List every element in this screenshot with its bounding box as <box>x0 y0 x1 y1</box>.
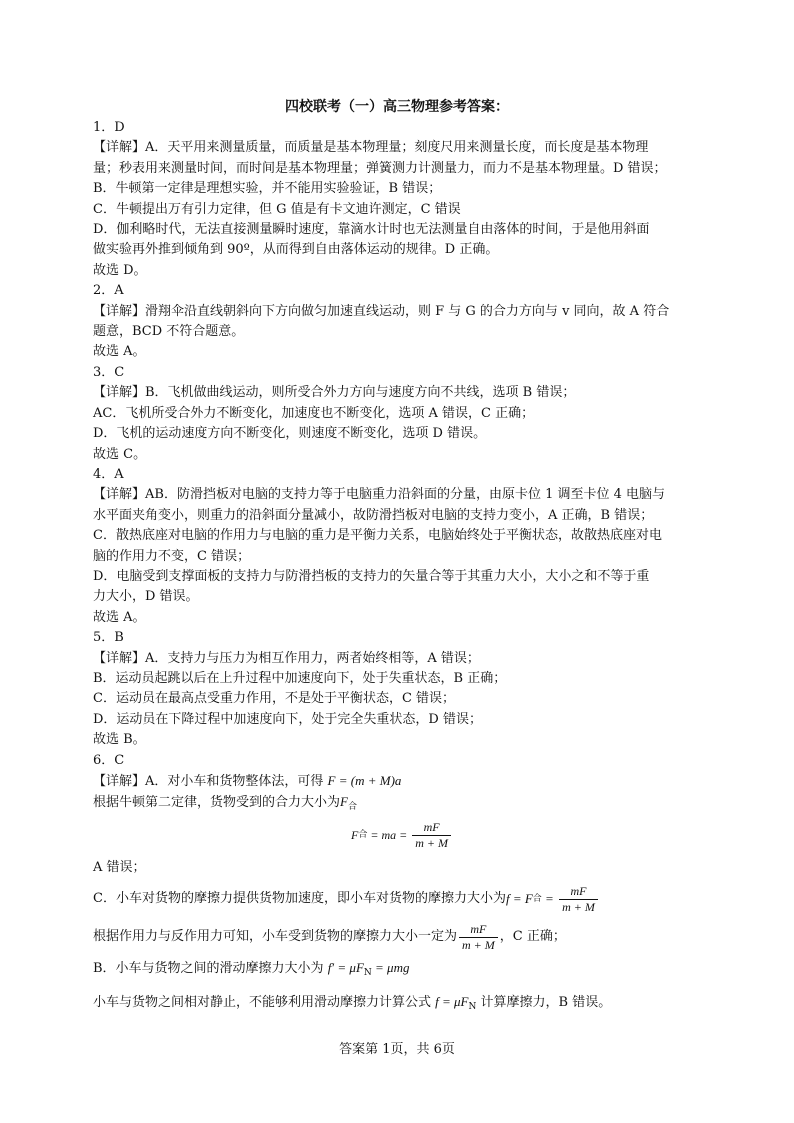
formula-subscript: 合 <box>358 830 368 841</box>
page-title: 四校联考（一）高三物理参考答案： <box>285 99 509 115</box>
q1-line: 【详解】A．天平用来测量质量，而质量是基本物理量；刻度尺用来测量长度，而长度是基本物理 <box>93 140 649 156</box>
q6-text: B．小车与货物之间的滑动摩擦力大小为 <box>93 961 328 977</box>
q1-line: C．牛顿提出万有引力定律，但 G 值是有卡文迪许测定，C 错误 <box>93 201 461 217</box>
q6-subscript: N <box>363 968 372 979</box>
fraction-numerator: mF <box>423 819 440 834</box>
q6-line <box>93 992 699 1017</box>
q6-line <box>93 920 699 954</box>
q1-line: 故选 D。 <box>93 262 147 278</box>
q6-answer: 6．C <box>93 752 125 768</box>
page-footer: 答案第 1页，共 6页 <box>339 1042 455 1057</box>
q2-line: 题意，BCD 不符合题意。 <box>93 324 245 340</box>
fraction-numerator: mF <box>470 921 487 936</box>
fraction-denominator: m + M <box>412 835 451 851</box>
q1-answer: 1．D <box>93 120 125 135</box>
q6-subscript: N <box>468 1001 477 1012</box>
fraction <box>459 922 498 953</box>
fraction-denominator: m + M <box>559 899 598 915</box>
q4-line: 【详解】AB．防滑挡板对电脑的支持力等于电脑重力沿斜面的分量，由原卡位 1 调至卡位 4 电脑与 <box>93 487 666 503</box>
q6-text: ，C 正确； <box>499 929 566 945</box>
q4-line: 脑的作用力不变，C 错误； <box>93 548 251 564</box>
fraction <box>559 884 598 915</box>
fraction-numerator: mF <box>570 883 587 898</box>
q6-text: 计算摩擦力，B 错误。 <box>476 994 612 1010</box>
q2-line: 【详解】滑翔伞沿直线朝斜向下方向做匀加速直线运动，则 F 与 G 的合力方向与 v 同向，故 A 符合 <box>93 303 670 319</box>
q4-line: 力大小，D 错误。 <box>93 589 199 605</box>
q4-answer: 4．A <box>93 466 124 482</box>
q3-line: 故选 C。 <box>93 446 147 462</box>
q6-line <box>93 792 699 817</box>
q6-formula: = <box>541 891 558 907</box>
q5-line: C．运动员在最高点受重力作用，不是处于平衡状态，C 错误； <box>93 691 456 707</box>
fraction <box>412 820 451 851</box>
q4-line: C．散热底座对电脑的作用力与电脑的重力是平衡力关系，电脑始终处于平衡状态，故散热底座对电 <box>93 528 662 544</box>
q5-line: 【详解】A．支持力与压力为相互作用力，两者始终相等，A 错误； <box>93 650 480 666</box>
q6-line <box>93 958 699 983</box>
q6-display-formula <box>93 818 699 858</box>
q3-line: D．飞机的运动速度方向不断变化，则速度不断变化，选项 D 错误。 <box>93 426 487 442</box>
q6-subscript: 合 <box>532 894 542 905</box>
q3-line: AC．飞机所受合外力不断变化，加速度也不断变化，选项 A 错误，C 正确； <box>93 405 535 421</box>
q6-line <box>93 771 699 792</box>
q1-line: B．牛顿第一定律是理想实验，并不能用实验验证，B 错误； <box>93 181 442 197</box>
q6-subscript: 合 <box>347 802 357 813</box>
q5-line: D．运动员在下降过程中加速度向下，处于完全失重状态，D 错误； <box>93 711 482 727</box>
q5-line: 故选 B。 <box>93 732 146 748</box>
q2-answer: 2．A <box>93 283 124 299</box>
q6-line: A 错误； <box>93 859 146 875</box>
q6-formula: = μmg <box>371 960 410 976</box>
q2-line: 故选 A。 <box>93 344 146 360</box>
q6-text: 根据牛顿第二定律，货物受到的合力大小为 <box>93 795 341 811</box>
formula-lhs: F <box>351 828 359 843</box>
q4-line: 故选 A。 <box>93 609 146 625</box>
q5-line: B．运动员起跳以后在上升过程中加速度向下，处于失重状态，B 正确； <box>93 670 507 686</box>
answer-content <box>93 118 699 1017</box>
q6-text: 【详解】A．对小车和货物整体法，可得 <box>93 774 328 789</box>
q6-formula: F = (m + M)a <box>327 773 402 788</box>
q6-formula: f = μF <box>435 993 469 1009</box>
q3-line: 【详解】B．飞机做曲线运动，则所受合外力方向与速度方向不共线，选项 B 错误； <box>93 385 576 401</box>
q6-formula: f′ = μF <box>327 960 364 976</box>
fraction-denominator: m + M <box>459 937 498 953</box>
q6-line <box>93 882 699 916</box>
q6-text: 小车与货物之间相对静止，不能够利用滑动摩擦力计算公式 <box>93 994 436 1010</box>
formula-mid: = ma = <box>367 828 411 843</box>
q4-line: 水平面夹角变小，则重力的沿斜面分量减小，故防滑挡板对电脑的支持力变小，A 正确，B 错误； <box>93 507 654 523</box>
q6-text: 根据作用力与反作用力可知，小车受到货物的摩擦力大小一定为 <box>93 929 458 945</box>
q3-answer: 3．C <box>93 364 125 380</box>
q1-line: D．伽利略时代，无法直接测量瞬时速度，靠滴水计时也无法测量自由落体的时间，于是他用斜面 <box>93 222 650 238</box>
q6-formula: F <box>340 794 348 810</box>
q4-line: D．电脑受到支撑面板的支持力与防滑挡板的支持力的矢量合等于其重力大小，大小之和不等于重 <box>93 568 650 584</box>
q6-formula: f = F <box>505 891 533 907</box>
q6-text: C．小车对货物的摩擦力提供货物加速度，即小车对货物的摩擦力大小为 <box>93 891 506 907</box>
q1-line: 量；秒表用来测量时间，而时间是基本物理量；弹簧测力计测量力，而力不是基本物理量。D 错误； <box>93 160 667 176</box>
q5-answer: 5．B <box>93 630 124 646</box>
q1-line: 做实验再外推到倾角到 90º，从而得到自由落体运动的规律。D 正确。 <box>93 242 499 258</box>
